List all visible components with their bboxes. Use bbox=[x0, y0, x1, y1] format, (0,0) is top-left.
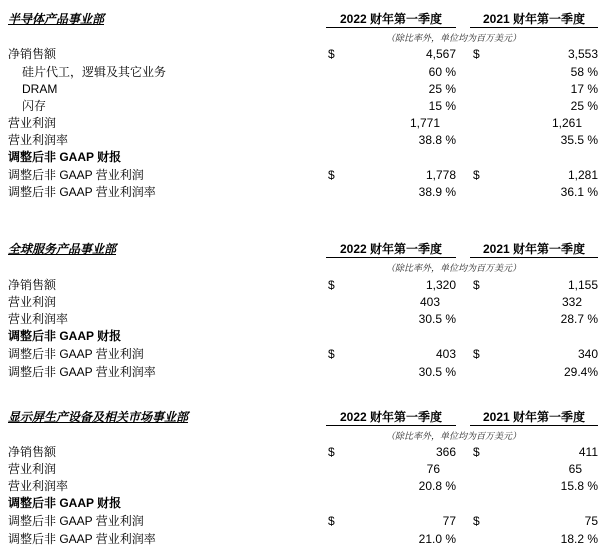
value-fy2021: 15.8 % bbox=[560, 479, 598, 493]
currency-symbol: $ bbox=[328, 514, 335, 528]
value-fy2022: 21.0 % bbox=[418, 532, 456, 546]
value-fy2021: 1,155 bbox=[567, 278, 598, 292]
section-title: 显示屏生产设备及相关市场事业部 bbox=[8, 410, 189, 424]
row-label: 调整后非 GAAP 营业利润率 bbox=[8, 185, 156, 199]
currency-symbol: $ bbox=[328, 278, 335, 292]
row-label: 净销售额 bbox=[8, 47, 57, 61]
value-fy2022: 15 % bbox=[428, 99, 456, 113]
section-title: 全球服务产品事业部 bbox=[8, 242, 117, 256]
row-label: 调整后非 GAAP 营业利润 bbox=[8, 168, 144, 182]
value-fy2022: 1,771 bbox=[409, 116, 440, 130]
value-fy2021: 3,553 bbox=[567, 47, 598, 61]
value-fy2021: 36.1 % bbox=[560, 185, 598, 199]
value-fy2021: 18.2 % bbox=[560, 532, 598, 546]
currency-symbol: $ bbox=[473, 445, 480, 459]
row-label: 营业利润 bbox=[8, 295, 57, 309]
row-label: 硅片代工，逻辑及其它业务 bbox=[22, 65, 167, 79]
row-label: 闪存 bbox=[22, 99, 47, 113]
value-fy2022: 76 bbox=[426, 462, 440, 476]
value-fy2022: 38.9 % bbox=[418, 185, 456, 199]
currency-symbol: $ bbox=[473, 47, 480, 61]
currency-symbol: $ bbox=[328, 445, 335, 459]
value-fy2021: 25 % bbox=[570, 99, 598, 113]
value-fy2022: 25 % bbox=[428, 82, 456, 96]
value-fy2022: 60 % bbox=[428, 65, 456, 79]
currency-symbol: $ bbox=[473, 514, 480, 528]
subsection-heading: 调整后非 GAAP 财报 bbox=[8, 496, 122, 510]
section-title: 半导体产品事业部 bbox=[8, 12, 105, 26]
row-label: 营业利润率 bbox=[8, 312, 69, 326]
value-fy2021: 1,281 bbox=[567, 168, 598, 182]
value-fy2022: 1,320 bbox=[425, 278, 456, 292]
column-header-fy2021-q1: 2021 财年第一季度 bbox=[470, 410, 598, 426]
currency-symbol: $ bbox=[473, 168, 480, 182]
currency-symbol: $ bbox=[328, 47, 335, 61]
unit-note: （除比率外，单位均为百万美元） bbox=[386, 33, 522, 43]
row-label: 营业利润 bbox=[8, 462, 57, 476]
column-header-fy2022-q1: 2022 财年第一季度 bbox=[326, 242, 456, 258]
value-fy2022: 38.8 % bbox=[418, 133, 456, 147]
value-fy2021: 65 bbox=[568, 462, 582, 476]
value-fy2021: 340 bbox=[577, 347, 598, 361]
value-fy2021: 29.4% bbox=[563, 365, 598, 379]
value-fy2021: 332 bbox=[561, 295, 582, 309]
value-fy2022: 403 bbox=[435, 347, 456, 361]
row-label: 营业利润率 bbox=[8, 479, 69, 493]
row-label: 调整后非 GAAP 营业利润率 bbox=[8, 365, 156, 379]
value-fy2022: 1,778 bbox=[425, 168, 456, 182]
row-label: DRAM bbox=[22, 82, 58, 96]
currency-symbol: $ bbox=[328, 168, 335, 182]
value-fy2021: 1,261 bbox=[551, 116, 582, 130]
value-fy2022: 77 bbox=[442, 514, 456, 528]
value-fy2021: 17 % bbox=[570, 82, 598, 96]
subsection-heading: 调整后非 GAAP 财报 bbox=[8, 329, 122, 343]
unit-note: （除比率外，单位均为百万美元） bbox=[386, 263, 522, 273]
row-label: 营业利润率 bbox=[8, 133, 69, 147]
value-fy2022: 30.5 % bbox=[418, 365, 456, 379]
value-fy2022: 4,567 bbox=[425, 47, 456, 61]
unit-note: （除比率外，单位均为百万美元） bbox=[386, 431, 522, 441]
value-fy2021: 35.5 % bbox=[560, 133, 598, 147]
value-fy2021: 411 bbox=[578, 445, 598, 459]
value-fy2022: 20.8 % bbox=[418, 479, 456, 493]
value-fy2022: 366 bbox=[435, 445, 456, 459]
value-fy2022: 403 bbox=[419, 295, 440, 309]
row-label: 调整后非 GAAP 营业利润 bbox=[8, 514, 144, 528]
value-fy2022: 30.5 % bbox=[418, 312, 456, 326]
row-label: 调整后非 GAAP 营业利润率 bbox=[8, 532, 156, 546]
row-label: 营业利润 bbox=[8, 116, 57, 130]
row-label: 调整后非 GAAP 营业利润 bbox=[8, 347, 144, 361]
row-label: 净销售额 bbox=[8, 278, 57, 292]
column-header-fy2022-q1: 2022 财年第一季度 bbox=[326, 410, 456, 426]
currency-symbol: $ bbox=[328, 347, 335, 361]
currency-symbol: $ bbox=[473, 278, 480, 292]
value-fy2021: 28.7 % bbox=[560, 312, 598, 326]
value-fy2021: 75 bbox=[584, 514, 598, 528]
row-label: 净销售额 bbox=[8, 445, 57, 459]
subsection-heading: 调整后非 GAAP 财报 bbox=[8, 150, 122, 164]
column-header-fy2022-q1: 2022 财年第一季度 bbox=[326, 12, 456, 28]
value-fy2021: 58 % bbox=[570, 65, 598, 79]
column-header-fy2021-q1: 2021 财年第一季度 bbox=[470, 242, 598, 258]
currency-symbol: $ bbox=[473, 347, 480, 361]
column-header-fy2021-q1: 2021 财年第一季度 bbox=[470, 12, 598, 28]
